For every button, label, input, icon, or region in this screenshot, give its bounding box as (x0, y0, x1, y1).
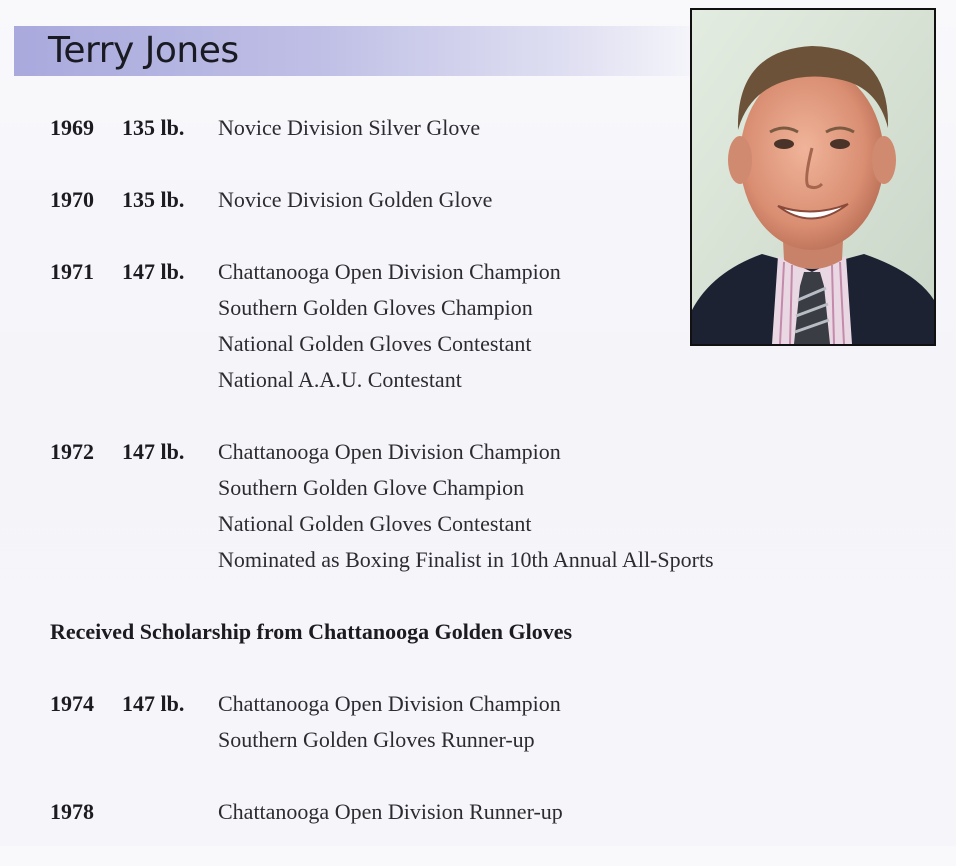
record-entry-1970 (50, 182, 930, 218)
entry-weight: 147 lb. (122, 439, 185, 464)
achievement-line: Novice Division Golden Glove (218, 187, 493, 212)
record-entry-1971 (50, 254, 930, 398)
entry-weight: 147 lb. (122, 691, 185, 716)
entry-achievements (218, 794, 930, 830)
record-entry-1972 (50, 434, 930, 578)
entry-weight: 147 lb. (122, 259, 185, 284)
achievement-line: Southern Golden Gloves Runner-up (218, 727, 535, 752)
achievement-line: National Golden Gloves Contestant (218, 331, 532, 356)
achievement-line: Southern Golden Gloves Champion (218, 295, 533, 320)
record-entry-1974 (50, 686, 930, 758)
entry-weight: 135 lb. (122, 187, 185, 212)
entry-achievements (218, 686, 930, 758)
achievement-line: Chattanooga Open Division Champion (218, 691, 561, 716)
entry-achievements (218, 182, 930, 218)
achievement-line: Chattanooga Open Division Runner-up (218, 799, 563, 824)
entry-achievements (218, 110, 930, 146)
entry-year: 1969 (50, 115, 94, 140)
achievement-line: National A.A.U. Contestant (218, 367, 462, 392)
entry-achievements (218, 434, 930, 578)
entry-year: 1971 (50, 259, 94, 284)
achievement-line: Southern Golden Glove Champion (218, 475, 525, 500)
record-entry-1969 (50, 110, 930, 146)
entry-year: 1978 (50, 799, 94, 824)
entry-year: 1974 (50, 691, 94, 716)
achievement-line: Nominated as Boxing Finalist in 10th Annual All-Sports (218, 547, 714, 572)
achievement-line: Chattanooga Open Division Champion (218, 439, 561, 464)
record-list (50, 110, 930, 866)
achievement-line: Novice Division Silver Glove (218, 115, 481, 140)
entry-achievements (218, 254, 930, 398)
achievement-line: National Golden Gloves Contestant (218, 511, 532, 536)
entry-weight (122, 794, 218, 830)
title-band (14, 26, 690, 76)
achievement-line: Chattanooga Open Division Champion (218, 259, 561, 284)
entry-year: 1972 (50, 439, 94, 464)
entry-year: 1970 (50, 187, 94, 212)
page-title: Terry Jones (48, 30, 239, 71)
record-entry-1978 (50, 794, 930, 830)
entry-weight: 135 lb. (122, 115, 185, 140)
scholarship-heading: Received Scholarship from Chattanooga Golden Gloves (50, 619, 573, 644)
